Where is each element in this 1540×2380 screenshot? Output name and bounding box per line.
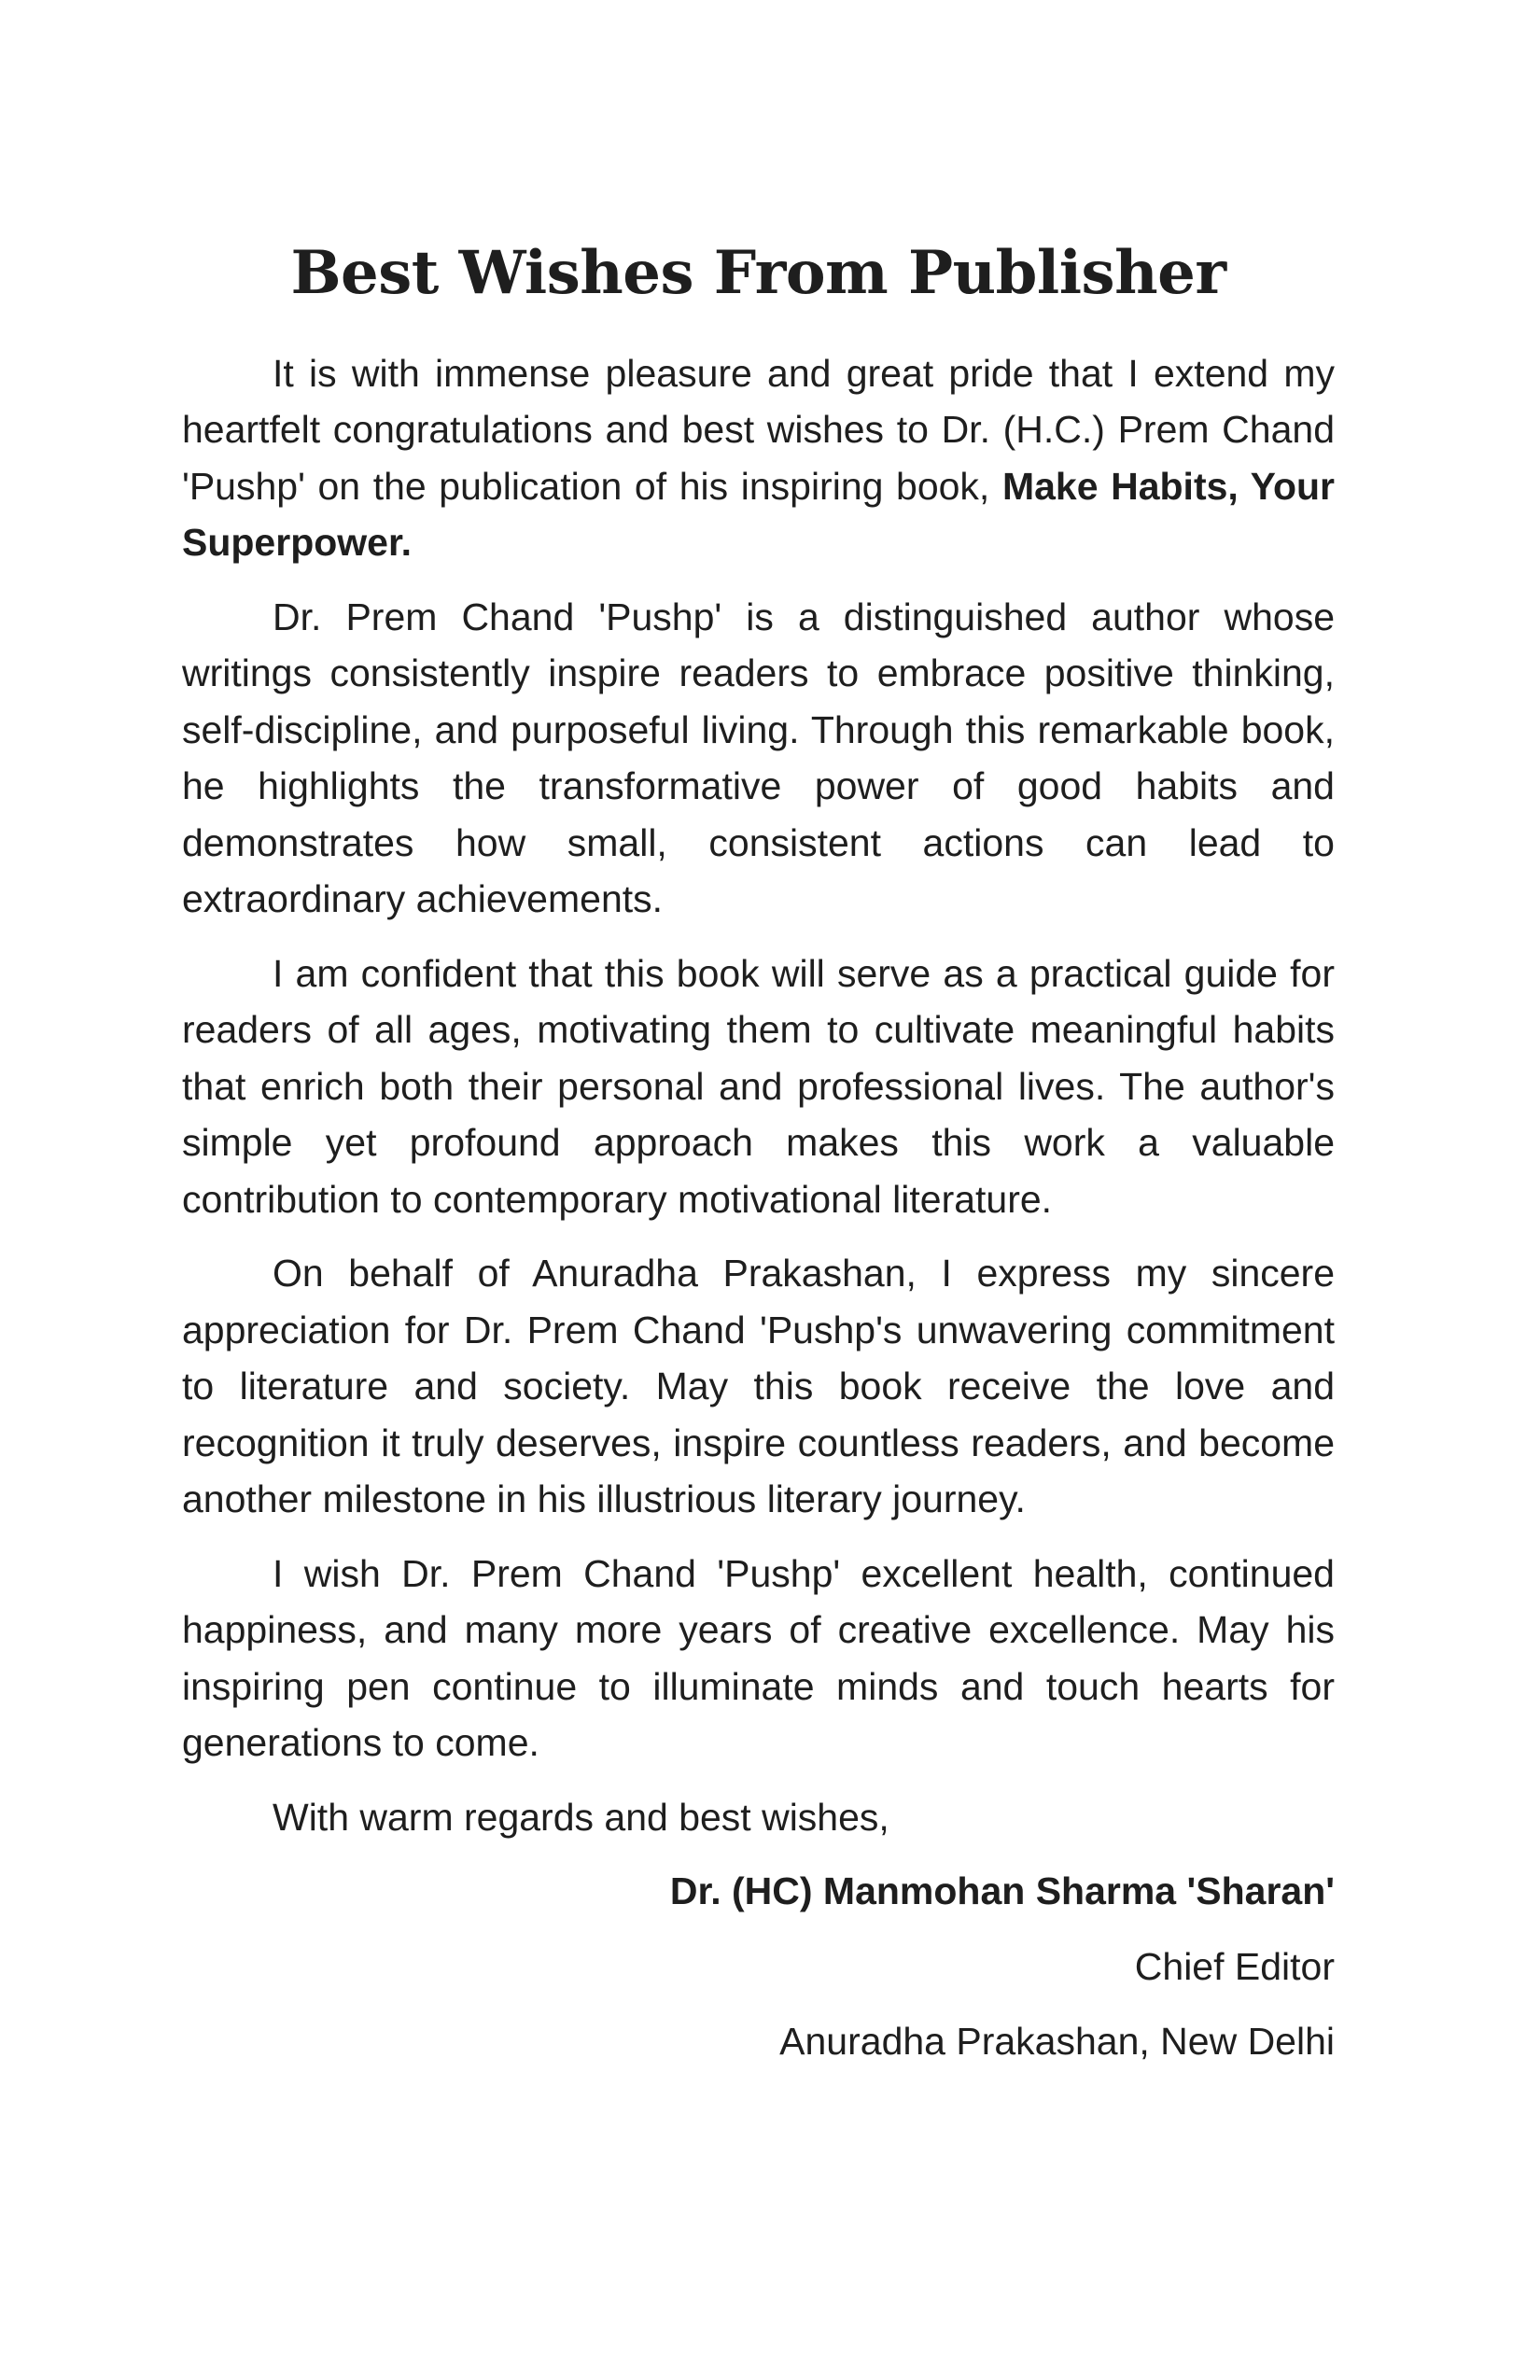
book-title: Make Habits, Your Superpower.: [182, 464, 1335, 565]
closing-line: With warm regards and best wishes,: [273, 1795, 889, 1839]
paragraph-appreciation: On behalf of Anuradha Prakashan, I express my sincere appreciation for Dr. Prem Chand 'Pushp's unwavering commitment to literature and society. May this book receive the love and recognition it truly deserves, inspire countless readers, and become another milestone in his illustrious literary journey.: [182, 1252, 1335, 1521]
signature-organization: Anuradha Prakashan, New Delhi: [779, 2020, 1335, 2064]
signature-name: Dr. (HC) Manmohan Sharma 'Sharan': [669, 1869, 1335, 1913]
paragraph-text: It is with immense pleasure and great pride that I extend my heartfelt congratulations and best wishes to Dr. (H.C.) Prem Chand 'Pushp' on the publication of his inspiring book,: [182, 351, 1335, 508]
paragraph-confidence: I am confident that this book will serve as a practical guide for readers of all ages, motivating them to cultivate meaningful habits that enrich both their personal and professional lives. The author's simple yet profound approach makes this work a valuable contribution to contemporary motivational literature.: [182, 951, 1335, 1221]
paragraph-wishes: I wish Dr. Prem Chand 'Pushp' excellent health, continued happiness, and many more years of creative excellence. May his inspiring pen continue to illuminate minds and touch hearts for generations to come.: [182, 1551, 1335, 1765]
document-page: [182, 238, 1335, 2089]
page-title: Best Wishes From Publisher: [290, 238, 1226, 308]
paragraph-about-author: Dr. Prem Chand 'Pushp' is a distinguished author whose writings consistently inspire readers to embrace positive thinking, self-discipline, and purposeful living. Through this remarkable book, he highlights the transformative power of good habits and demonstrates how small, consistent actions can lead to extraordinary achievements.: [182, 595, 1335, 921]
paragraph-congratulations: [182, 345, 1335, 571]
signature-designation: Chief Editor: [1134, 1944, 1335, 1988]
